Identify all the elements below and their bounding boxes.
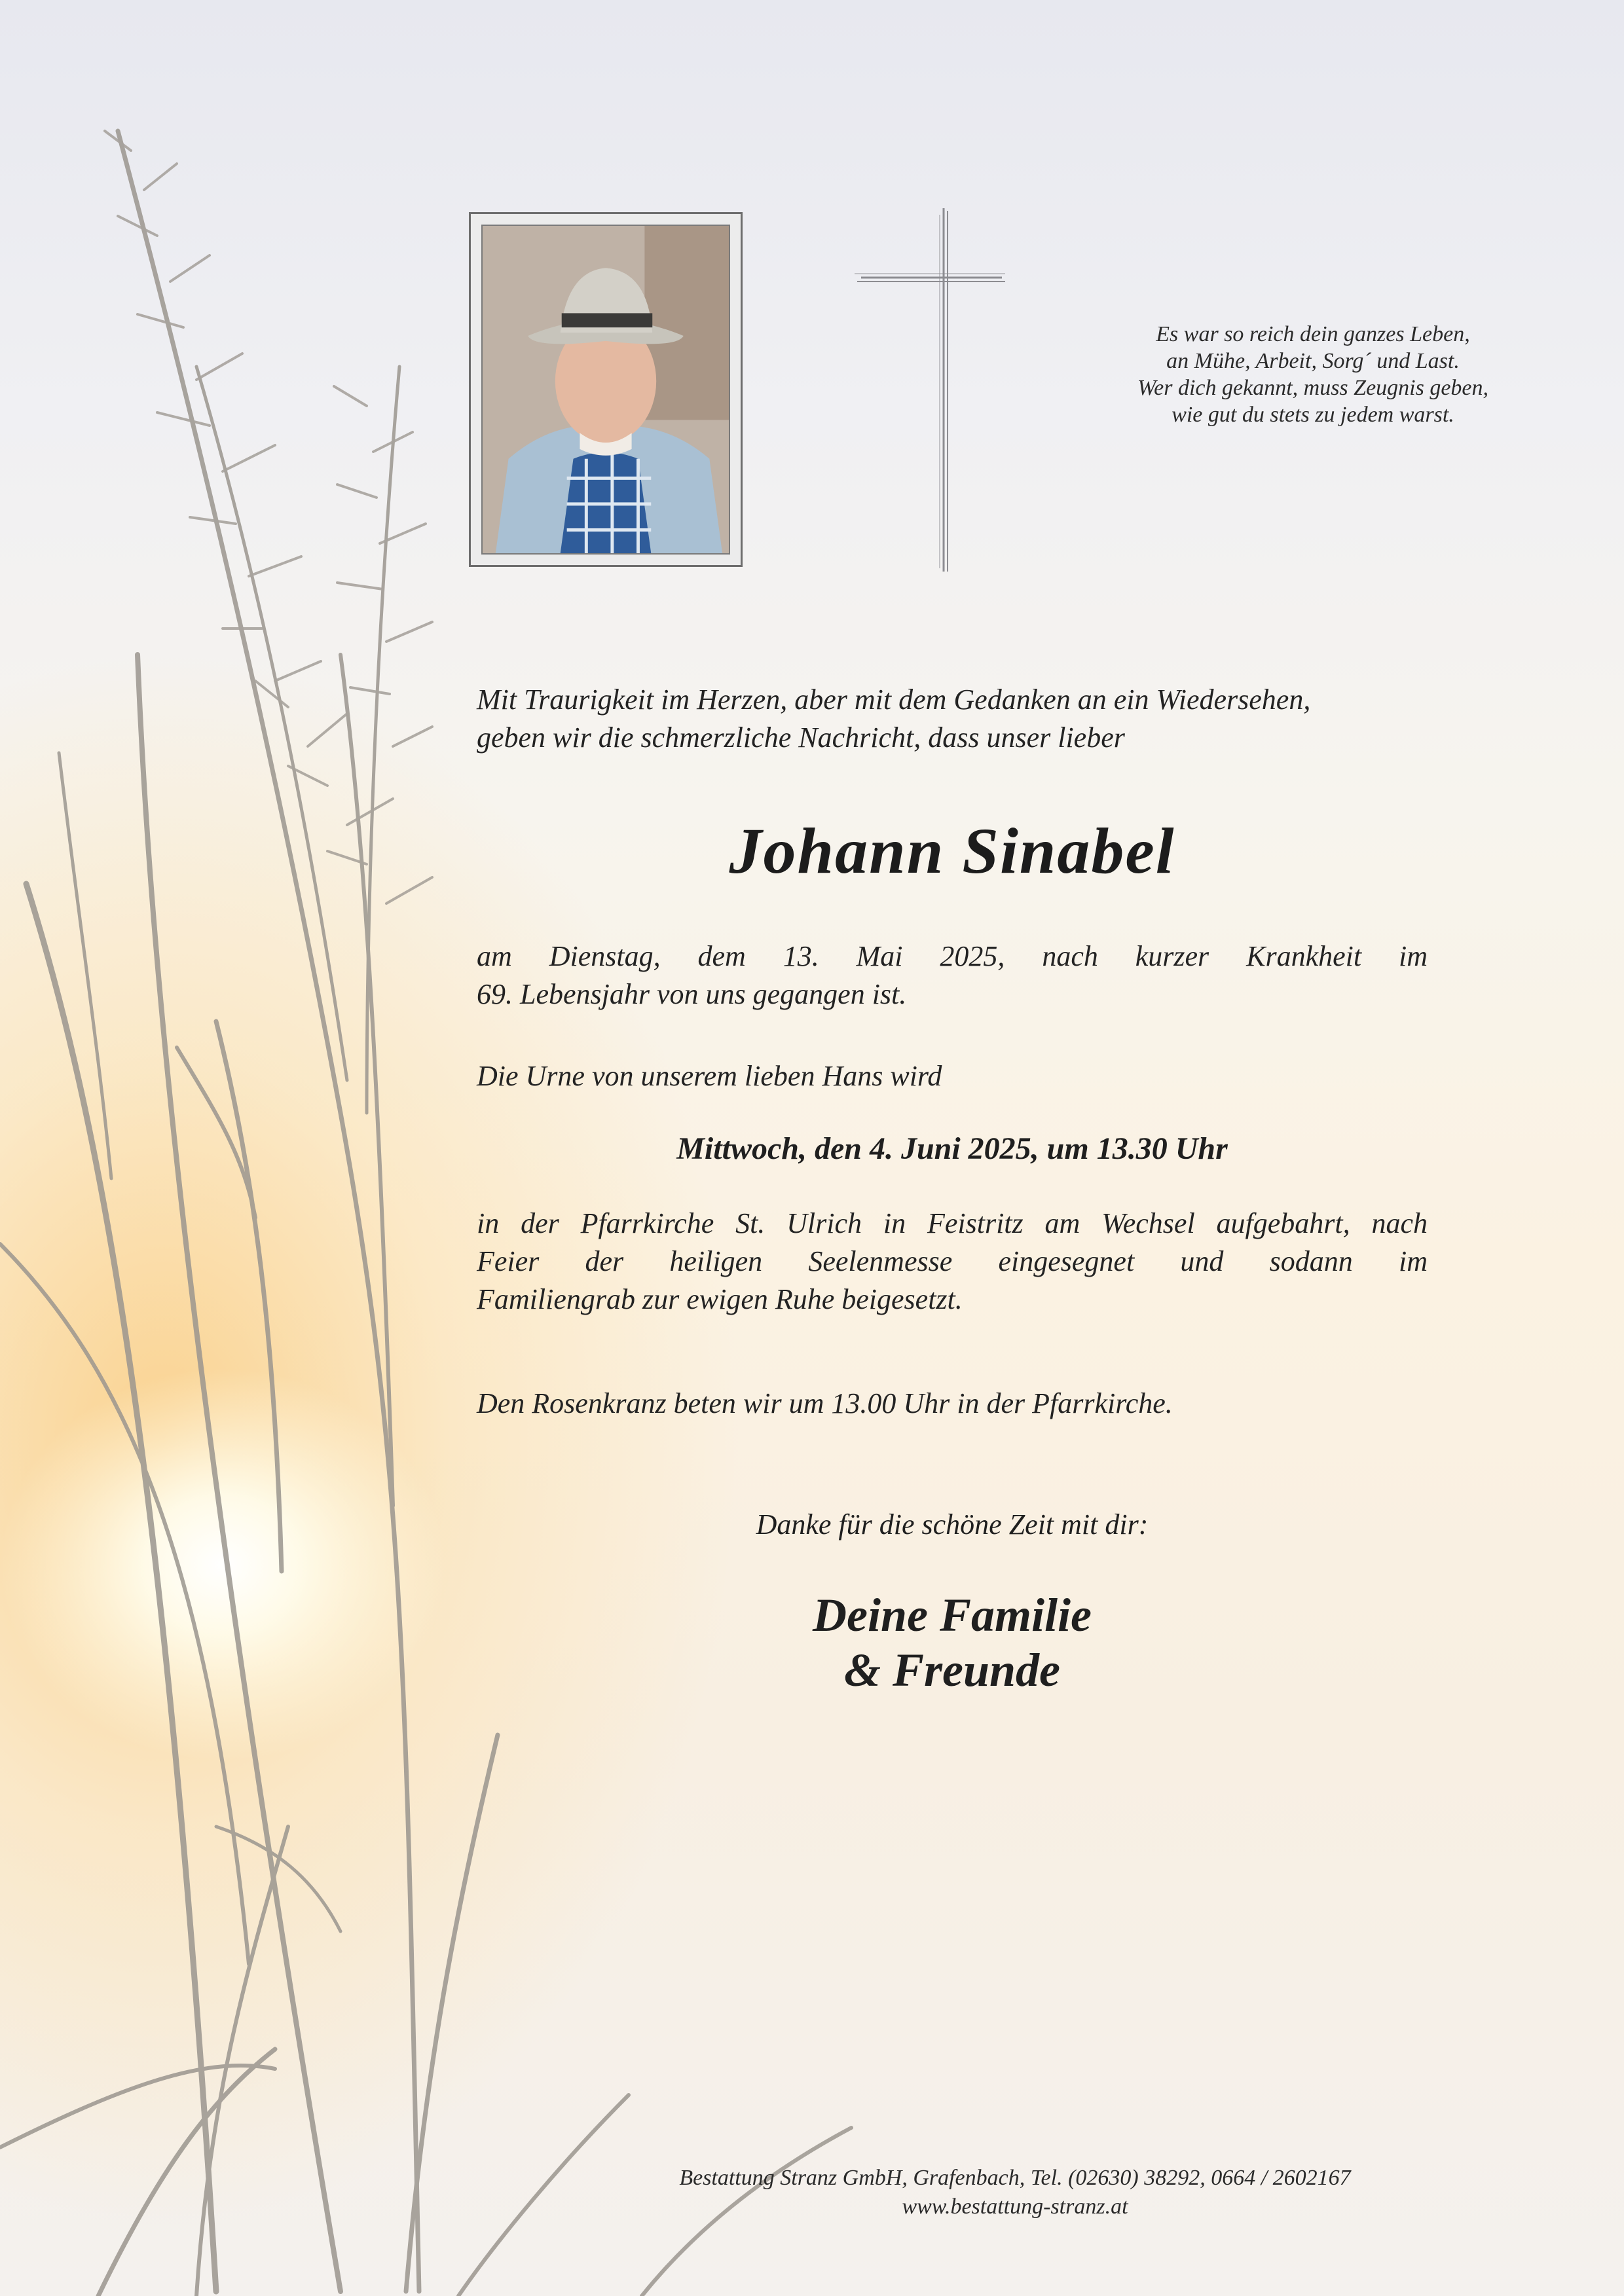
ceremony-line: in der Pfarrkirche St. Ulrich in Feistritz am Wechsel aufgebahrt, nach: [477, 1207, 1428, 1239]
ceremony-details: [477, 1205, 1428, 1319]
rosary-line: Den Rosenkranz beten wir um 13.00 Uhr in der Pfarrkirche.: [477, 1387, 1173, 1419]
cross-icon: [855, 208, 1005, 572]
announcement-intro: [477, 681, 1428, 757]
verse-line: Es war so reich dein ganzes Leben,: [1156, 322, 1470, 346]
family-line: Deine Familie: [813, 1589, 1092, 1641]
ceremony-date: Mittwoch, den 4. Juni 2025, um 13.30 Uhr: [676, 1131, 1228, 1166]
intro-line: geben wir die schmerzliche Nachricht, dass unser lieber: [477, 721, 1125, 754]
verse-line: wie gut du stets zu jedem warst.: [1172, 403, 1454, 427]
ceremony-line: Feier der heiligen Seelenmesse eingesegnet und sodann im: [477, 1245, 1428, 1277]
company-line: Bestattung Stranz GmbH, Grafenbach, Tel. (02630) 38292, 0664 / 2602167: [679, 2166, 1351, 2190]
ceremony-line: Familiengrab zur ewigen Ruhe beigesetzt.: [477, 1283, 963, 1315]
portrait-frame: [469, 212, 743, 567]
verse-line: an Mühe, Arbeit, Sorg´ und Last.: [1166, 349, 1460, 373]
deceased-name: Johann Sinabel: [729, 814, 1175, 887]
website-link[interactable]: www.bestattung-stranz.at: [902, 2195, 1128, 2219]
passing-details: [477, 938, 1428, 1013]
family-signature: [477, 1588, 1428, 1698]
family-line: & Freunde: [843, 1644, 1061, 1696]
portrait-photo: [481, 225, 730, 555]
funeral-home-footer: [458, 2164, 1572, 2221]
urn-line: Die Urne von unserem lieben Hans wird: [477, 1060, 942, 1092]
memorial-verse: [1041, 321, 1585, 428]
passing-line: am Dienstag, dem 13. Mai 2025, nach kurzer Krankheit im: [477, 940, 1428, 972]
verse-line: Wer dich gekannt, muss Zeugnis geben,: [1137, 376, 1489, 400]
passing-line: 69. Lebensjahr von uns gegangen ist.: [477, 978, 907, 1010]
intro-line: Mit Traurigkeit im Herzen, aber mit dem Gedanken an ein Wiedersehen,: [477, 683, 1311, 716]
thanks-line: Danke für die schöne Zeit mit dir:: [756, 1508, 1149, 1540]
